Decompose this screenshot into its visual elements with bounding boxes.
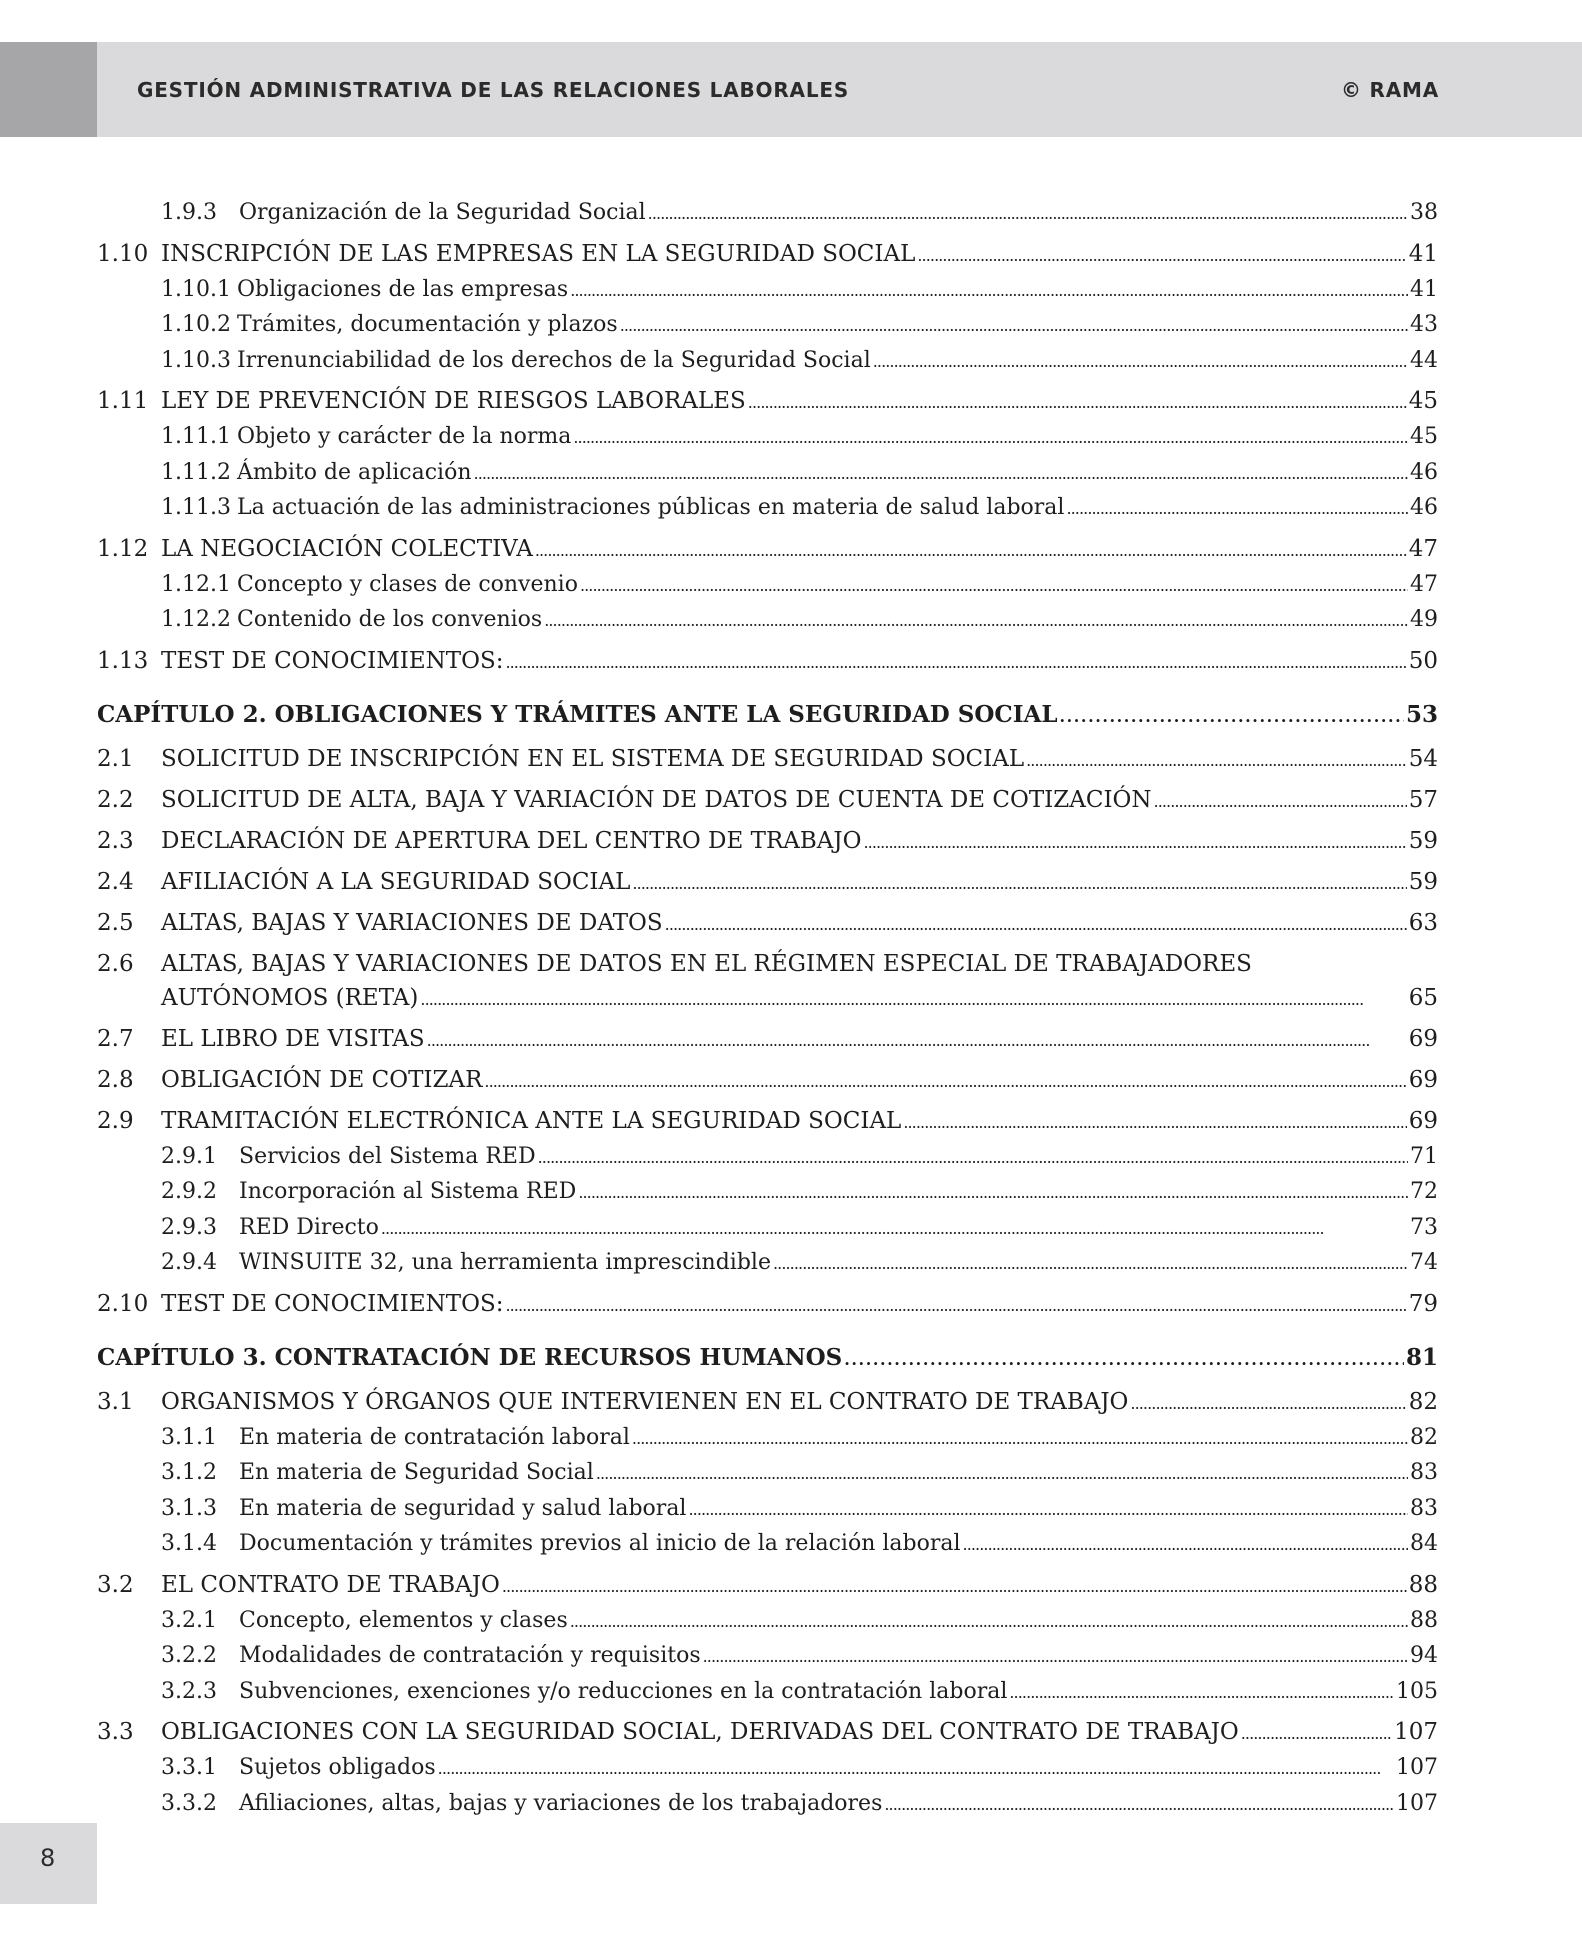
page-number: 8 <box>40 1844 56 1872</box>
toc-entry-page: 47 <box>1408 535 1438 562</box>
toc-entry-number: 3.1.2 <box>161 1460 217 1485</box>
toc-section-entry[interactable] <box>97 237 1438 273</box>
toc-leader-dots <box>544 603 1408 639</box>
toc-entry-page: 82 <box>1408 1388 1438 1415</box>
toc-entry-title: LA NEGOCIACIÓN COLECTIVA <box>161 535 533 562</box>
toc-entry-title: Incorporación al Sistema RED <box>239 1179 577 1204</box>
toc-subsection-entry[interactable] <box>97 1246 1438 1282</box>
toc-entry-page: 71 <box>1410 1143 1438 1169</box>
toc-entry-title: En materia de seguridad y salud laboral <box>239 1495 687 1521</box>
toc-entry-title: ALTAS, BAJAS Y VARIACIONES DE DATOS <box>161 909 663 936</box>
toc-entry-number: 3.2.3 <box>161 1678 217 1704</box>
toc-leader-dots <box>648 196 1408 232</box>
toc-entry-page: 45 <box>1410 424 1438 449</box>
toc-section-entry[interactable] <box>97 865 1438 901</box>
toc-entry-page: 46 <box>1410 495 1438 520</box>
toc-entry-number: 3.1 <box>97 1388 134 1415</box>
toc-entry-number: 2.9 <box>97 1107 134 1134</box>
toc-section-entry[interactable] <box>97 1022 1438 1058</box>
toc-section-entry[interactable] <box>97 1385 1438 1421</box>
toc-entry-title: TEST DE CONOCIMIENTOS: <box>161 1290 504 1317</box>
toc-leader-dots <box>903 1104 1406 1140</box>
toc-leader-dots <box>1154 783 1407 819</box>
toc-section-entry[interactable] <box>97 742 1438 778</box>
toc-entry-number: 2.5 <box>97 909 134 936</box>
toc-subsection-entry[interactable] <box>97 1421 1438 1457</box>
toc-entry-title: En materia de Seguridad Social <box>239 1460 594 1485</box>
toc-entry-number: 1.10.2 <box>161 312 231 337</box>
toc-entry-number: 3.1.1 <box>161 1424 217 1450</box>
toc-entry-number: 3.2 <box>97 1571 134 1598</box>
toc-entry-title: INSCRIPCIÓN DE LAS EMPRESAS EN LA SEGURIDAD SOCIAL <box>161 240 916 267</box>
toc-subsection-entry[interactable] <box>97 1787 1438 1823</box>
toc-leader-dots <box>538 1140 1408 1176</box>
toc-leader-dots <box>578 1175 1408 1211</box>
toc-subsection-entry[interactable] <box>97 1639 1438 1675</box>
toc-entry-page: 79 <box>1408 1290 1438 1317</box>
toc-section-entry[interactable] <box>97 1063 1438 1099</box>
toc-entry-title: TRAMITACIÓN ELECTRÓNICA ANTE LA SEGURIDAD SOCIAL <box>161 1107 902 1134</box>
toc-subsection-entry[interactable] <box>97 1456 1438 1492</box>
toc-subsection-entry[interactable] <box>97 603 1438 639</box>
toc-leader-dots <box>1060 695 1404 737</box>
toc-section-entry[interactable] <box>97 1287 1438 1323</box>
toc-leader-dots <box>580 568 1408 604</box>
toc-subsection-entry[interactable] <box>97 1675 1438 1711</box>
toc-leader-dots <box>917 237 1406 273</box>
toc-leader-dots <box>963 1527 1408 1563</box>
toc-leader-dots <box>1066 491 1408 527</box>
toc-entry-number: 2.3 <box>97 827 134 854</box>
toc-entry-title: AFILIACIÓN A LA SEGURIDAD SOCIAL <box>161 868 631 895</box>
toc-entry-page: 82 <box>1410 1424 1438 1450</box>
toc-entry-title: Afiliaciones, altas, bajas y variaciones de los trabajadores <box>239 1790 883 1816</box>
toc-entry-number: 2.10 <box>97 1290 149 1317</box>
toc-entry-title: Concepto, elementos y clases <box>239 1607 568 1633</box>
toc-subsection-entry[interactable] <box>97 273 1438 309</box>
toc-entry-page: 53 <box>1405 700 1438 728</box>
toc-entry-title-continued: AUTÓNOMOS (RETA) <box>161 984 419 1011</box>
toc-entry-title: DECLARACIÓN DE APERTURA DEL CENTRO DE TRABAJO <box>161 827 862 854</box>
toc-entry-page: 69 <box>1408 1025 1438 1052</box>
toc-entry-title: La actuación de las administraciones públicas en materia de salud laboral <box>236 495 1065 520</box>
toc-entry-page: 45 <box>1408 388 1438 414</box>
toc-entry-title: Irrenunciabilidad de los derechos de la Seguridad Social <box>236 347 871 373</box>
toc-entry-page: 57 <box>1408 786 1438 813</box>
toc-entry-page: 88 <box>1410 1607 1438 1633</box>
toc-leader-dots <box>844 1338 1404 1380</box>
toc-entry-title: ALTAS, BAJAS Y VARIACIONES DE DATOS EN EL RÉGIMEN ESPECIAL DE TRABAJADORES <box>161 950 1252 977</box>
toc-leader-dots <box>505 1287 1406 1323</box>
toc-entry-page: 38 <box>1410 200 1438 225</box>
toc-leader-dots <box>573 420 1408 456</box>
toc-entry-number: 2.8 <box>97 1066 134 1093</box>
toc-section-entry[interactable] <box>97 906 1438 942</box>
toc-entry-page: 72 <box>1410 1179 1438 1204</box>
toc-entry-page: 44 <box>1410 347 1438 373</box>
toc-entry-title: Contenido de los convenios <box>236 607 543 632</box>
toc-entry-title: ORGANISMOS Y ÓRGANOS QUE INTERVIENEN EN EL CONTRATO DE TRABAJO <box>161 1388 1129 1415</box>
toc-entry-title: En materia de contratación laboral <box>239 1424 630 1450</box>
toc-leader-dots <box>502 1568 1407 1604</box>
toc-entry-title: Objeto y carácter de la norma <box>236 424 572 449</box>
toc-entry-number: 1.11.3 <box>161 495 231 520</box>
toc-subsection-entry[interactable] <box>97 1751 1438 1787</box>
toc-entry-title: Organización de la Seguridad Social <box>239 200 646 225</box>
toc-subsection-entry[interactable] <box>97 420 1438 456</box>
toc-leader-dots <box>1241 1715 1392 1751</box>
toc-entry-title: Concepto y clases de convenio <box>236 571 578 597</box>
toc-leader-dots <box>873 344 1408 380</box>
toc-entry-number: 1.10.1 <box>161 276 231 302</box>
toc-leader-dots <box>703 1639 1408 1675</box>
toc-section-entry[interactable] <box>97 1104 1438 1140</box>
toc-entry-title: Servicios del Sistema RED <box>239 1143 536 1169</box>
toc-entry-number: 2.7 <box>97 1025 134 1052</box>
toc-entry-page: 105 <box>1396 1678 1438 1704</box>
toc-subsection-entry[interactable] <box>97 344 1438 380</box>
toc-entry-title: SOLICITUD DE ALTA, BAJA Y VARIACIÓN DE DATOS DE CUENTA DE COTIZACIÓN <box>161 786 1152 813</box>
toc-leader-dots <box>632 865 1406 901</box>
toc-leader-dots <box>1009 1675 1394 1711</box>
toc-leader-dots <box>748 384 1407 420</box>
toc-entry-title: Modalidades de contratación y requisitos <box>239 1643 701 1668</box>
toc-leader-dots <box>570 1604 1408 1640</box>
toc-leader-dots <box>505 644 1406 680</box>
toc-chapter-entry[interactable] <box>97 1338 1438 1380</box>
toc-entry-number: 2.9.1 <box>161 1143 217 1169</box>
toc-leader-dots <box>474 456 1408 492</box>
table-of-contents <box>97 196 1438 1822</box>
toc-entry-number: 3.2.1 <box>161 1607 217 1633</box>
toc-entry-page: 69 <box>1408 1107 1438 1134</box>
toc-entry-number: 2.9.4 <box>161 1250 217 1275</box>
toc-leader-dots <box>863 824 1406 860</box>
toc-section-entry-continued[interactable] <box>97 981 1438 1017</box>
toc-entry-number: 2.2 <box>97 786 134 813</box>
toc-entry-number: 1.11 <box>97 388 149 414</box>
toc-entry-number: 1.9.3 <box>161 200 217 225</box>
toc-entry-number: 2.6 <box>97 950 134 977</box>
toc-leader-dots <box>1026 742 1407 778</box>
toc-entry-number: 2.4 <box>97 868 134 895</box>
toc-entry-page: 74 <box>1410 1250 1438 1275</box>
header-block <box>0 42 97 137</box>
toc-entry-page: 107 <box>1396 1755 1438 1780</box>
running-header-publisher: © RAMA <box>1340 78 1439 102</box>
toc-entry-page: 54 <box>1408 745 1438 772</box>
toc-entry-page: 59 <box>1408 868 1438 895</box>
toc-entry-number: 1.12.1 <box>161 571 231 597</box>
toc-entry-title: Ámbito de aplicación <box>236 459 472 485</box>
running-header-title: GESTIÓN ADMINISTRATIVA DE LAS RELACIONES LABORALES <box>137 78 850 102</box>
toc-entry-title: Documentación y trámites previos al inicio de la relación laboral <box>239 1531 961 1556</box>
toc-leader-dots <box>665 906 1407 942</box>
toc-entry-number: 1.10 <box>97 240 149 267</box>
toc-entry-page: 65 <box>1408 984 1438 1011</box>
toc-leader-dots <box>620 308 1408 344</box>
toc-entry-number: 3.1.4 <box>161 1531 217 1556</box>
toc-entry-title: Sujetos obligados <box>239 1755 436 1780</box>
toc-leader-dots <box>688 1492 1408 1528</box>
toc-leader-dots <box>438 1751 1394 1787</box>
toc-leader-dots <box>427 1022 1407 1058</box>
toc-section-entry[interactable] <box>97 1715 1438 1751</box>
toc-entry-page: 107 <box>1396 1790 1438 1816</box>
toc-entry-page: 88 <box>1408 1571 1438 1598</box>
toc-entry-page: 83 <box>1410 1495 1438 1521</box>
toc-entry-page: 41 <box>1410 276 1438 302</box>
toc-entry-title: CAPÍTULO 2. OBLIGACIONES Y TRÁMITES ANTE LA SEGURIDAD SOCIAL <box>97 700 1058 728</box>
toc-subsection-entry[interactable] <box>97 1175 1438 1211</box>
toc-section-entry[interactable] <box>97 1568 1438 1604</box>
toc-leader-dots <box>420 981 1406 1017</box>
toc-leader-dots <box>632 1421 1408 1457</box>
toc-entry-number: 2.9.2 <box>161 1179 217 1204</box>
toc-subsection-entry[interactable] <box>97 456 1438 492</box>
toc-leader-dots <box>484 1063 1406 1099</box>
toc-subsection-entry[interactable] <box>97 308 1438 344</box>
toc-entry-number: 3.3.1 <box>161 1755 217 1780</box>
toc-subsection-entry[interactable] <box>97 568 1438 604</box>
toc-leader-dots <box>884 1787 1394 1823</box>
toc-subsection-entry[interactable] <box>97 1211 1438 1247</box>
toc-chapter-entry[interactable] <box>97 695 1438 737</box>
toc-leader-dots <box>596 1456 1408 1492</box>
toc-entry-number: 1.11.2 <box>161 459 231 485</box>
toc-leader-dots <box>381 1211 1408 1247</box>
toc-entry-number: 3.3.2 <box>161 1790 217 1816</box>
toc-subsection-entry[interactable] <box>97 196 1438 232</box>
toc-entry-title: Subvenciones, exenciones y/o reducciones en la contratación laboral <box>239 1678 1008 1704</box>
toc-entry-page: 47 <box>1410 571 1438 597</box>
toc-section-entry[interactable] <box>97 824 1438 860</box>
toc-section-entry[interactable] <box>97 783 1438 819</box>
toc-entry-number: 2.9.3 <box>161 1214 217 1240</box>
toc-leader-dots <box>570 273 1408 309</box>
toc-entry-page: 94 <box>1410 1643 1438 1668</box>
toc-entry-page: 41 <box>1408 240 1438 267</box>
toc-entry-title: Obligaciones de las empresas <box>236 276 569 302</box>
toc-entry-title: OBLIGACIÓN DE COTIZAR <box>161 1066 483 1093</box>
toc-entry-title: RED Directo <box>239 1214 379 1240</box>
toc-entry-number: 2.1 <box>97 745 134 772</box>
toc-leader-dots <box>535 532 1407 568</box>
toc-section-entry[interactable] <box>97 532 1438 568</box>
toc-section-entry[interactable] <box>97 644 1438 680</box>
toc-entry-title: WINSUITE 32, una herramienta imprescindible <box>239 1250 771 1275</box>
toc-subsection-entry[interactable] <box>97 1140 1438 1176</box>
toc-section-entry[interactable] <box>97 947 1438 981</box>
toc-entry-title: TEST DE CONOCIMIENTOS: <box>161 647 504 674</box>
toc-entry-title: Trámites, documentación y plazos <box>236 312 618 337</box>
toc-entry-title: LEY DE PREVENCIÓN DE RIESGOS LABORALES <box>161 388 746 414</box>
toc-entry-page: 73 <box>1410 1214 1438 1240</box>
toc-entry-title: SOLICITUD DE INSCRIPCIÓN EN EL SISTEMA DE SEGURIDAD SOCIAL <box>161 745 1025 772</box>
toc-entry-page: 49 <box>1410 607 1438 632</box>
toc-entry-number: 1.12.2 <box>161 607 231 632</box>
toc-subsection-entry[interactable] <box>97 1604 1438 1640</box>
toc-entry-title: OBLIGACIONES CON LA SEGURIDAD SOCIAL, DERIVADAS DEL CONTRATO DE TRABAJO <box>161 1719 1239 1745</box>
toc-subsection-entry[interactable] <box>97 491 1438 527</box>
toc-entry-number: 3.1.3 <box>161 1495 217 1521</box>
toc-leader-dots <box>1130 1385 1406 1421</box>
toc-entry-title: CAPÍTULO 3. CONTRATACIÓN DE RECURSOS HUMANOS <box>97 1343 843 1371</box>
toc-entry-title: EL LIBRO DE VISITAS <box>161 1025 425 1052</box>
toc-entry-page: 83 <box>1410 1460 1438 1485</box>
toc-entry-number: 1.10.3 <box>161 347 231 373</box>
toc-entry-page: 63 <box>1408 909 1438 936</box>
toc-entry-number: 1.13 <box>97 647 149 674</box>
toc-entry-number: 1.11.1 <box>161 424 231 449</box>
toc-entry-page: 81 <box>1405 1343 1438 1371</box>
toc-entry-page: 50 <box>1408 647 1438 674</box>
toc-entry-title: EL CONTRATO DE TRABAJO <box>161 1571 500 1598</box>
toc-section-entry[interactable] <box>97 384 1438 420</box>
toc-entry-page: 59 <box>1408 827 1438 854</box>
toc-entry-page: 84 <box>1410 1531 1438 1556</box>
toc-entry-page: 107 <box>1394 1719 1438 1745</box>
toc-subsection-entry[interactable] <box>97 1527 1438 1563</box>
toc-subsection-entry[interactable] <box>97 1492 1438 1528</box>
toc-entry-page: 46 <box>1410 459 1438 485</box>
toc-entry-number: 3.2.2 <box>161 1643 217 1668</box>
toc-entry-number: 3.3 <box>97 1719 134 1745</box>
toc-entry-page: 43 <box>1410 312 1438 337</box>
toc-entry-page: 69 <box>1408 1066 1438 1093</box>
toc-entry-number: 1.12 <box>97 535 149 562</box>
toc-leader-dots <box>773 1246 1408 1282</box>
